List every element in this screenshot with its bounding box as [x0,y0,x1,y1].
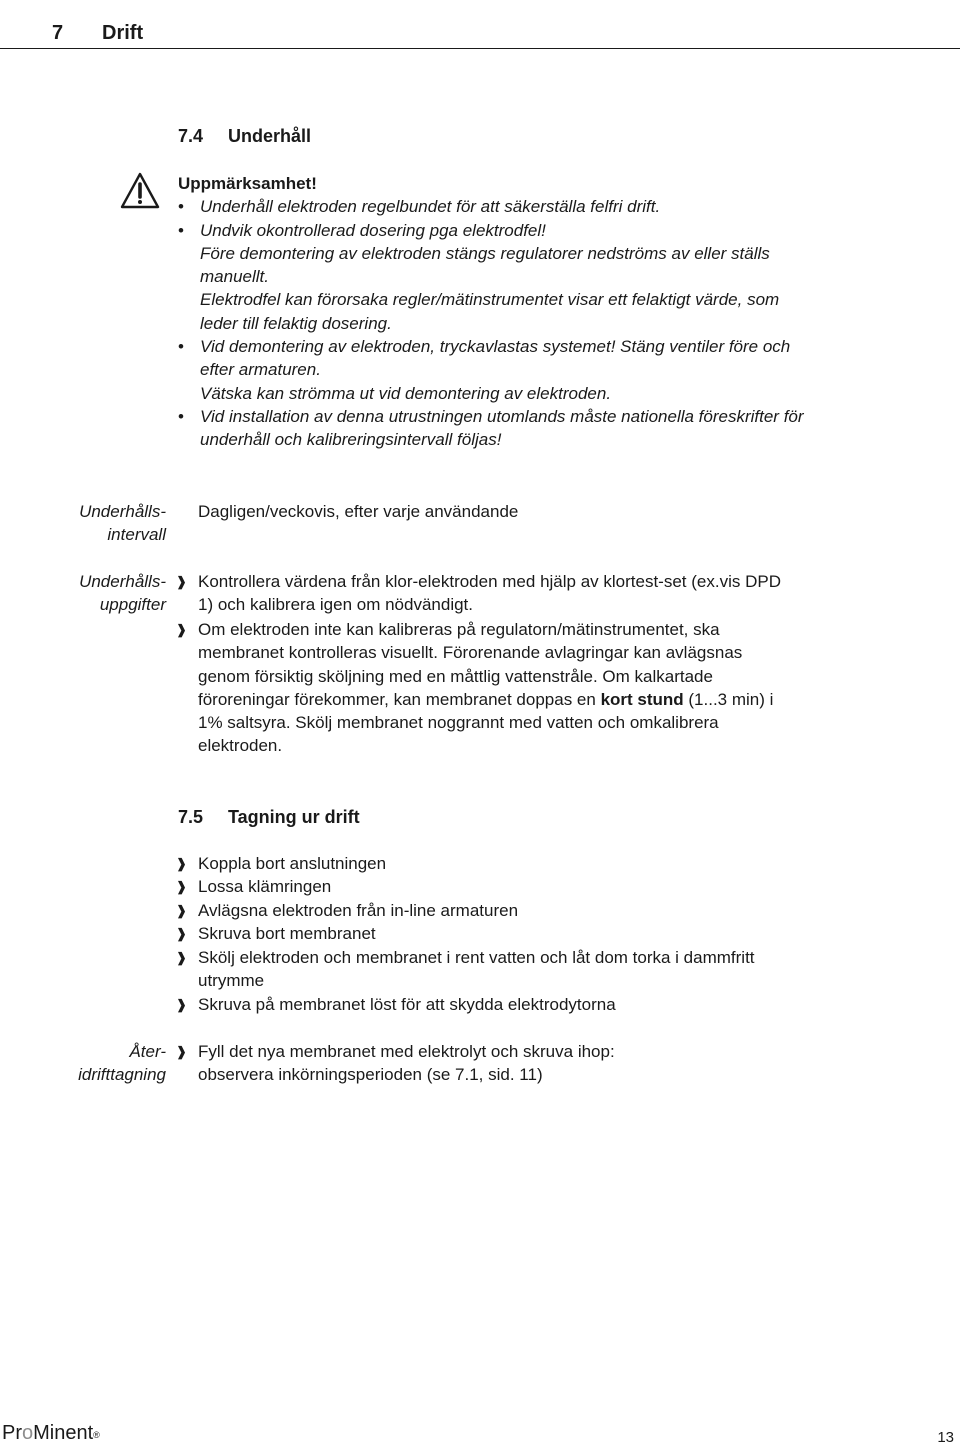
warning-block [178,172,818,452]
step-item: Skölj elektroden och membranet i rent vatten och låt dom torka i dammfritt utrymme [198,948,755,991]
warning-line: Före demontering av elektroden stängs regulatorer nedströms av eller ställs manuellt. [200,243,770,287]
interval-label: Underhålls- intervall [79,502,166,545]
step-item: Avlägsna elektroden från in-line armaturen [198,901,519,920]
warning-line: Elektrodfel kan förorsaka regler/mätinstrumentet visar ett felaktigt värde, som leder till felaktig dosering. [200,290,780,333]
warning-line: • Vid demontering av elektroden, tryckavlastas systemet! Stäng ventiler före och efter armaturen. [178,337,791,380]
step-item: Lossa klämringen [198,877,332,896]
section-title: Underhåll [228,126,312,146]
tasks-label: Underhålls- uppgifter [79,572,166,615]
restart-marker: ❱ [176,1044,187,1059]
task-2: Om elektroden inte kan kalibreras på regulatorn/mätinstrumentet, ska membranet kontrolleras visuellt. Förorenande avlagringar kan avlägsnas genom försiktig sköljning med en måttlig vattenstråle. Om kalkartade föroreningar förekommer, kan membranet doppas en kort stund (1...3 min) i 1% saltsyra. Skölj membranet noggrannt med vatten och omkalibrera elektroden. [198,620,774,756]
step-marker: ❱ [176,950,187,965]
warning-line: • Vid installation av denna utrustningen utomlands måste nationella föreskrifter för underhåll och kalibreringsintervall följas! [178,406,804,450]
step-marker: ❱ [176,903,187,918]
warning-heading: Uppmärksamhet! [178,174,317,193]
step-item: Skruva på membranet löst för att skydda elektrodytorna [198,995,616,1014]
warning-line: • Underhåll elektroden regelbundet för att säkerställa felfri drift. [178,197,661,217]
restart-text: Fyll det nya membranet med elektrolyt och skruva ihop: observera inkörningsperioden (se 7.1, sid. 11) [198,1042,615,1085]
header-divider [0,48,960,49]
step-marker: ❱ [176,856,187,871]
step-marker: ❱ [176,879,187,894]
step-marker: ❱ [176,997,187,1012]
interval-text: Dagligen/veckovis, efter varje användande [198,502,519,521]
chapter-number: 7 [52,22,64,44]
section-number: 7.4 [178,126,204,146]
step-item: Koppla bort anslutningen [198,854,387,873]
task-1: Kontrollera värdena från klor-elektroden med hjälp av klortest-set (ex.vis DPD 1) och kalibrera igen om nödvändigt. [198,572,781,615]
chapter-title: Drift [102,22,144,44]
task-marker: ❱ [176,622,187,637]
section-title: Tagning ur drift [228,807,360,827]
restart-label: Åter- idrifttagning [78,1042,166,1085]
warning-triangle-icon [120,172,160,210]
step-marker: ❱ [176,926,187,941]
page-number: 13 [937,1429,954,1446]
warning-line: • Undvik okontrollerad dosering pga elektrodfel! [178,220,546,240]
step-item: Skruva bort membranet [198,924,376,943]
prominent-logo: ProMinent® [2,1422,100,1444]
section-number: 7.5 [178,807,204,827]
warning-line: Vätska kan strömma ut vid demontering av elektroden. [200,383,612,403]
task-marker: ❱ [176,574,187,589]
